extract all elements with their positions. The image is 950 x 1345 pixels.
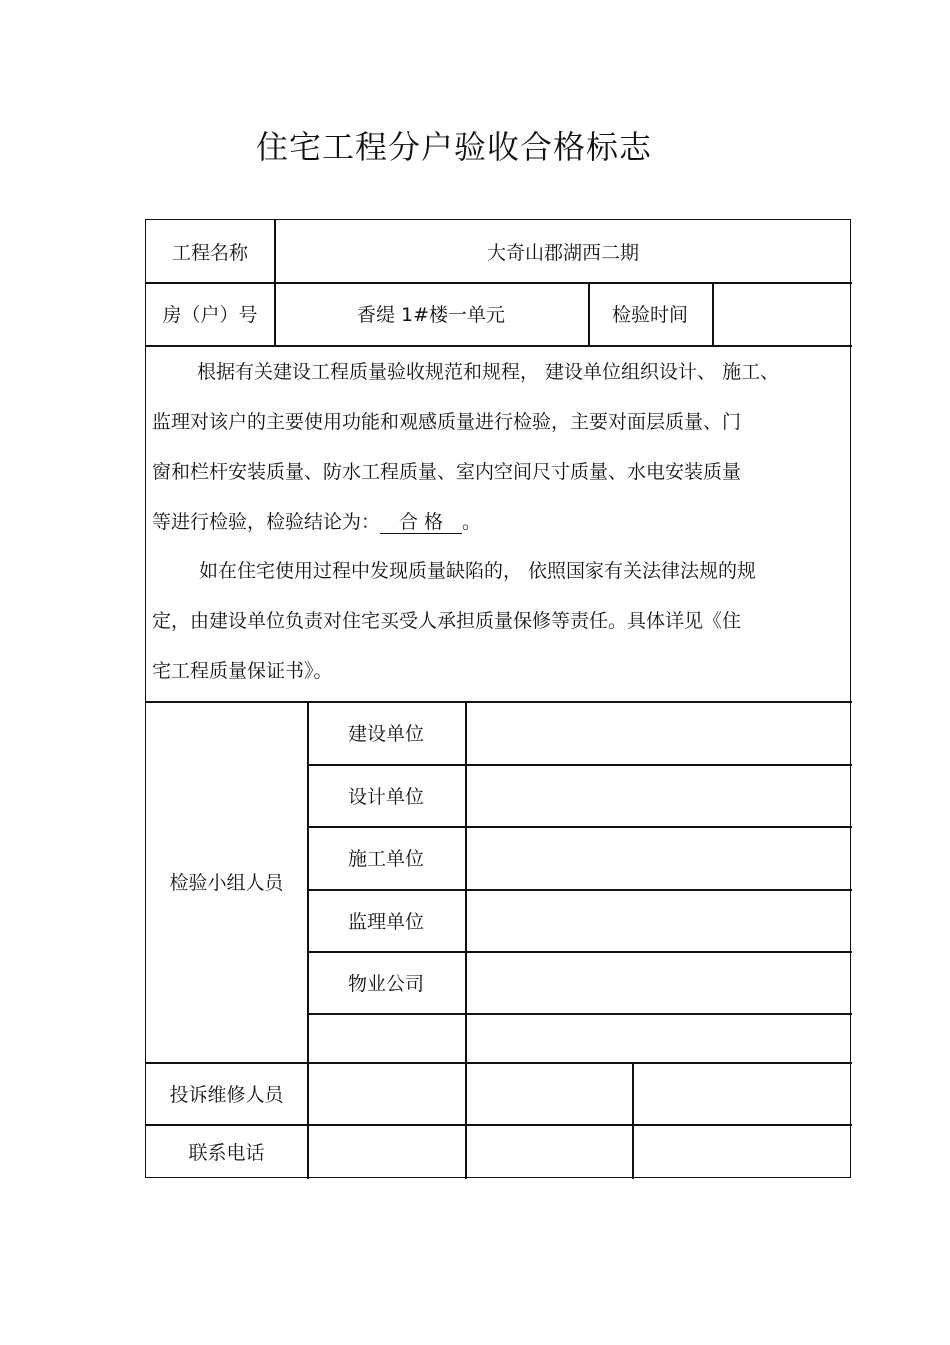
page-title: 住宅工程分户验收合格标志	[255, 128, 652, 166]
statement-line: 监理对该户的主要使用功能和观感质量进行检验，主要对面层质量、门	[152, 411, 742, 433]
insp-row-value	[465, 889, 852, 951]
inspection-date-label: 检验时间	[611, 304, 688, 326]
insp-row-value	[465, 826, 852, 889]
project-name-value: 大奇山郡湖西二期	[486, 241, 639, 264]
insp-row-value	[465, 1013, 852, 1062]
rule-row2	[146, 345, 852, 347]
inspection-date-value	[712, 282, 852, 345]
insp-row-label: 建设单位	[347, 723, 424, 745]
statement-conclusion-line	[152, 507, 481, 534]
statement-line: 根据有关建设工程质量验收规范和规程， 建设单位组织设计、 施工、	[197, 361, 780, 383]
unit-number-value: 香缇 1#楼一单元	[356, 304, 506, 326]
insp-row-value	[465, 764, 852, 826]
insp-row-label	[307, 1013, 465, 1062]
contact-phone-label: 联系电话	[188, 1142, 265, 1164]
statement-line: 定，由建设单位负责对住宅买受人承担质量保修等责任。具体详见《住	[152, 610, 742, 632]
repair-staff-label: 投诉维修人员	[169, 1083, 284, 1106]
insp-row-label: 设计单位	[347, 785, 424, 808]
insp-row-label: 物业公司	[347, 972, 424, 995]
inspection-group-label: 检验小组人员	[169, 872, 284, 894]
insp-row-value	[465, 951, 852, 1013]
unit-number-label: 房（户）号	[162, 304, 258, 326]
insp-row-label: 施工单位	[347, 848, 424, 870]
insp-row-value	[465, 701, 852, 764]
insp-row-label: 监理单位	[347, 910, 424, 933]
conclusion-suffix: 。	[462, 511, 482, 533]
statement-line: 宅工程质量保证书》。	[152, 660, 333, 682]
conclusion-prefix: 等进行检验，检验结论为：	[152, 511, 381, 533]
rule-col-service	[632, 1062, 634, 1179]
conclusion-value: 合 格	[380, 511, 462, 534]
statement-line: 如在住宅使用过程中发现质量缺陷的， 依照国家有关法律法规的规	[199, 560, 757, 582]
statement-line: 窗和栏杆安装质量、防水工程质量、室内空间尺寸质量、水电安装质量	[152, 461, 742, 483]
project-name-label: 工程名称	[171, 241, 248, 264]
